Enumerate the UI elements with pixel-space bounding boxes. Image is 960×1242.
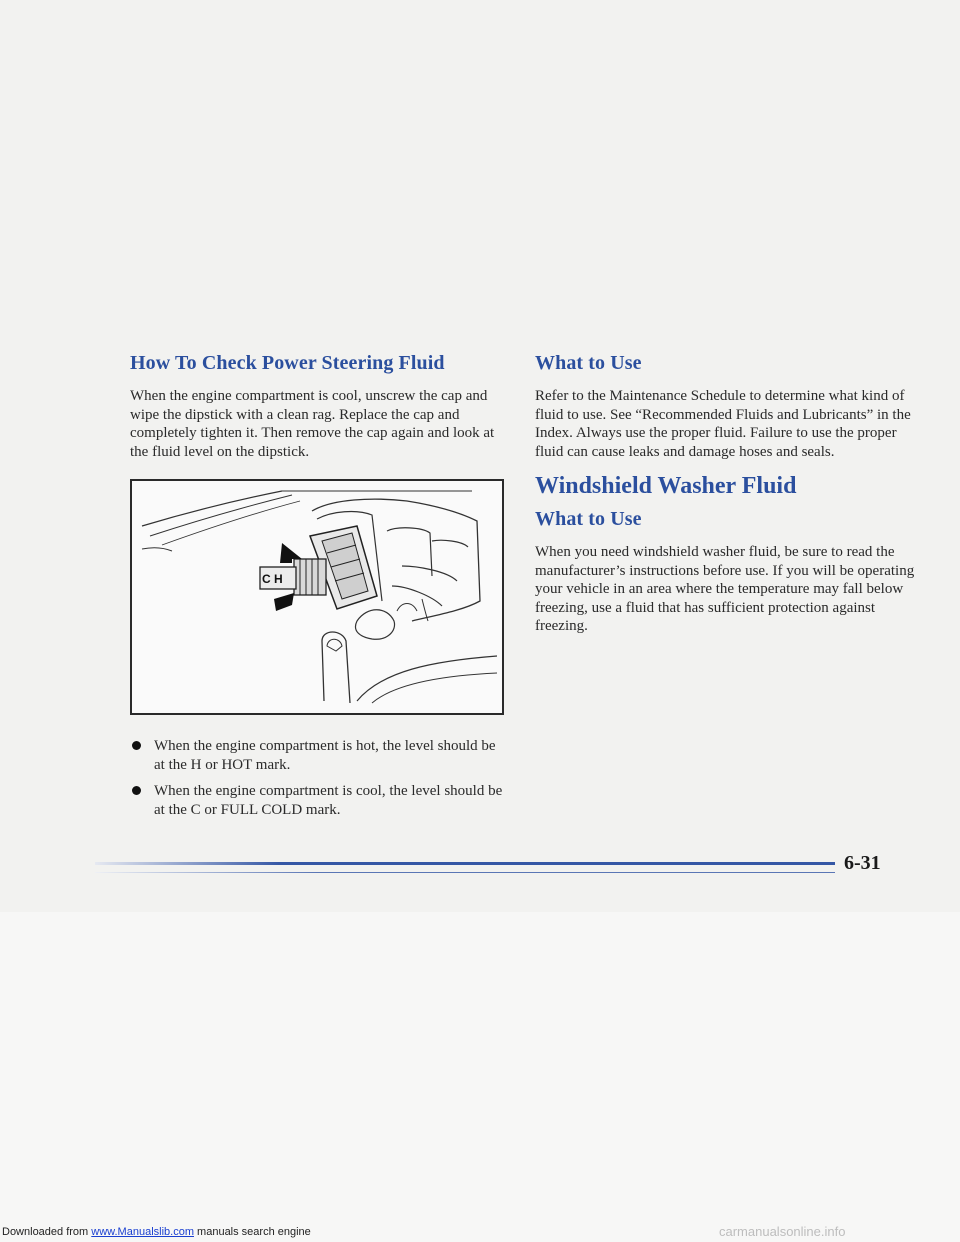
right-column: [535, 352, 920, 636]
arrow-up-icon: [274, 593, 294, 611]
download-suffix: manuals search engine: [197, 1226, 311, 1238]
washer-what-to-use-heading: What to Use: [535, 508, 642, 530]
washer-fluid-heading: Windshield Washer Fluid: [535, 473, 797, 499]
bullet-hot-text: When the engine compartment is hot, the level should be at the H or HOT mark.: [154, 738, 496, 773]
bullet-dot-icon: [132, 741, 141, 750]
dipstick-drawing: [132, 481, 502, 713]
footer-rule: [95, 862, 835, 865]
dipstick-illustration: [130, 479, 504, 715]
download-bar: [2, 1226, 311, 1238]
bullet-dot-icon: [132, 786, 141, 795]
manualslib-link[interactable]: www.Manualslib.com: [91, 1226, 194, 1238]
bullet-cool: [130, 782, 510, 819]
download-prefix: Downloaded from: [2, 1226, 89, 1238]
fluid-level-bullets: [130, 737, 510, 827]
washer-fluid-text: When you need windshield washer fluid, be sure to read the manufacturer’s instructions before use. If you will be operating your vehicle in an area where the temperature may fall below freezing, use a fluid that has sufficient protection against freezing.: [535, 544, 915, 634]
left-column: [130, 352, 510, 461]
watermark: carmanualsonline.info: [719, 1224, 846, 1239]
power-steering-intro: When the engine compartment is cool, unscrew the cap and wipe the dipstick with a clean rag. Replace the cap and completely tighten it. Then remove the cap again and look at the fluid level on the dipstick.: [130, 388, 495, 460]
bullet-hot: [130, 737, 510, 774]
power-steering-heading: How To Check Power Steering Fluid: [130, 352, 445, 374]
what-to-use-text: Refer to the Maintenance Schedule to determine what kind of fluid to use. See “Recommended Fluids and Lubricants” in the Index. Always use the proper fluid. Failure to use the proper fluid can cause leaks and damage hoses and seals.: [535, 388, 911, 460]
page-number: 6-31: [844, 852, 881, 874]
footer-rule-thin: [95, 872, 835, 873]
hot-mark-label: H: [274, 572, 283, 586]
cold-mark-label: C: [262, 572, 271, 586]
what-to-use-heading: What to Use: [535, 352, 642, 374]
bullet-cool-text: When the engine compartment is cool, the level should be at the C or FULL COLD mark.: [154, 783, 503, 818]
